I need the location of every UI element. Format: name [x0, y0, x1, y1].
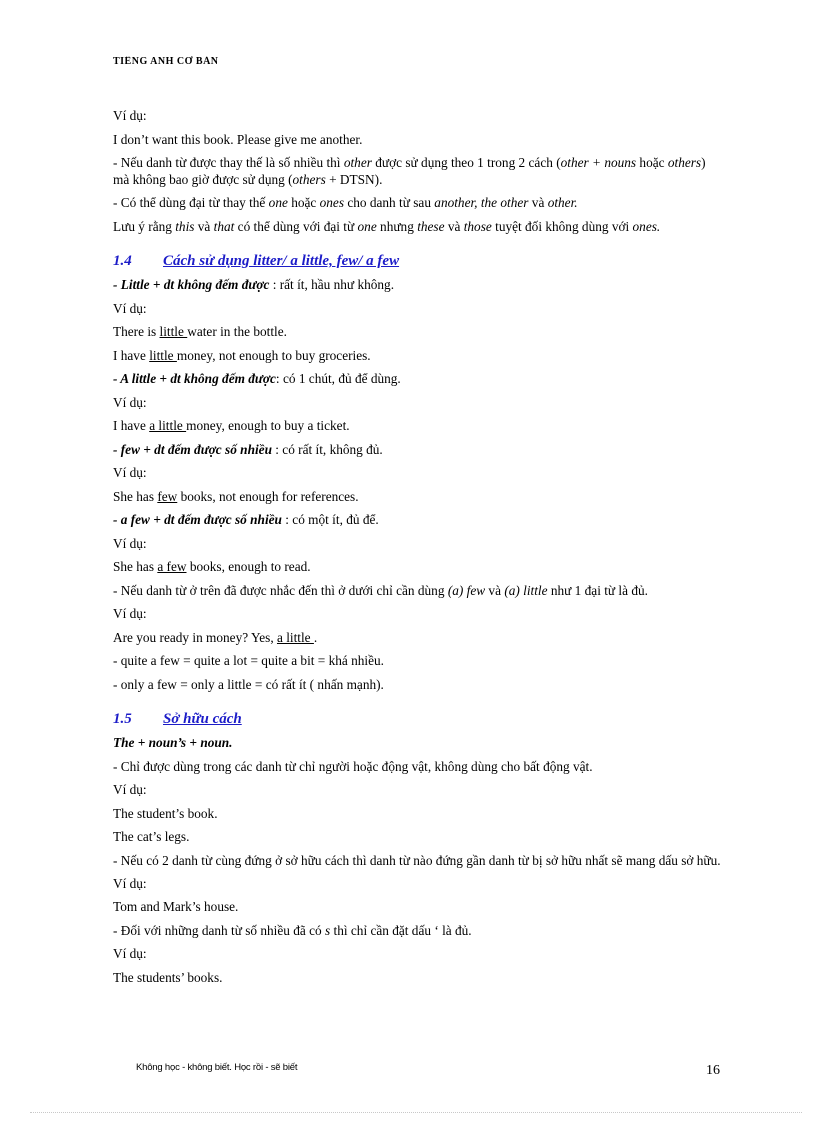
rule-people-animals: - Chỉ được dùng trong các danh từ chỉ người hoặc động vật, không dùng cho bất động vật. [113, 758, 593, 774]
text: (a) little [504, 582, 548, 598]
text: . [313, 629, 318, 645]
rule-two-nouns: - Nếu có 2 danh từ cùng đứng ở sở hữu cách thì danh từ nào đứng gần danh từ bị sở hữu nhất sẽ mang dấu sở hữu. [113, 852, 721, 868]
rule-a-little [113, 367, 725, 391]
text: those [463, 218, 492, 234]
example-sentence [113, 320, 725, 344]
text: one [268, 195, 288, 210]
text: a little [276, 629, 314, 645]
rule-little [113, 273, 725, 297]
section-title-link[interactable]: Sở hữu cách [163, 711, 242, 727]
text: this [175, 218, 195, 234]
text: : rất ít, hầu như không. [269, 277, 395, 292]
possessive-formula: The + noun’s + noun. [113, 735, 233, 750]
text: (a) few [447, 582, 486, 598]
section-heading-1-4 [113, 249, 725, 273]
text: có thể dùng với đại từ [234, 218, 358, 234]
text: that [213, 218, 235, 234]
text: ) mà không bao giờ được sử dụng ( [113, 155, 706, 187]
text: one [357, 218, 377, 234]
example-sentence [113, 414, 725, 438]
text: - A little + dt không đếm được [113, 371, 276, 386]
text: ones. [632, 218, 661, 234]
text: others [667, 155, 702, 170]
text: cho danh từ sau [344, 195, 435, 210]
example-label: Ví dụ: [113, 535, 147, 551]
example-sentence: The student’s book. [113, 805, 218, 821]
footer-motto: Không học - không biết. Học rồi - sẽ biết [136, 1062, 298, 1073]
text: : có rất ít, không đủ. [271, 441, 383, 457]
text: There is [113, 324, 160, 339]
text: books, enough to read. [186, 559, 311, 574]
text: little [149, 347, 177, 363]
rule-only-a-few: - only a few = only a little = có rất ít ( nhấn mạnh). [113, 676, 384, 692]
text: ones [319, 195, 344, 210]
page-bottom-divider [30, 1112, 802, 1113]
text: others [292, 172, 326, 187]
rule-quite-a-few: - quite a few = quite a lot = quite a bit = khá nhiều. [113, 653, 385, 668]
text: và [485, 582, 505, 598]
example-label: Ví dụ: [113, 782, 147, 797]
example-sentence [113, 344, 725, 368]
text: : có một ít, đủ để. [281, 512, 379, 527]
text: được sử dụng theo 1 trong 2 cách ( [371, 155, 561, 170]
example-label: Ví dụ: [113, 606, 147, 621]
section-number: 1.4 [113, 253, 132, 269]
text: I have [113, 418, 150, 433]
rule-a-few [113, 508, 725, 532]
text: other. [547, 195, 578, 210]
example-sentence [113, 555, 725, 579]
example-label: Ví dụ: [113, 394, 147, 410]
note-this-that [113, 215, 725, 239]
text: hoặc [636, 155, 668, 170]
rule-pronoun-use [113, 579, 725, 603]
text: these [417, 218, 445, 234]
text: nhưng [376, 218, 418, 234]
rule-few [113, 438, 725, 462]
text: few [157, 488, 178, 504]
text: - Little + dt không đếm được [113, 277, 270, 292]
example-label: Ví dụ: [113, 875, 147, 891]
text: a little [149, 418, 187, 433]
example-sentence [113, 485, 725, 509]
example-sentence [113, 626, 725, 650]
example-label: Ví dụ: [113, 946, 147, 961]
text: Are you ready in money? Yes, [113, 629, 277, 645]
text: và [528, 195, 548, 210]
text: water in the bottle. [187, 324, 287, 339]
text: little [159, 324, 188, 339]
text: + DTSN). [325, 172, 383, 187]
text: s [325, 922, 331, 938]
text: như 1 đại từ là đủ. [547, 582, 648, 598]
text: other + nouns [560, 155, 637, 170]
text: hoặc [287, 195, 320, 210]
text: - Có thể dùng đại từ thay thế [113, 195, 269, 210]
text: Lưu ý rằng [113, 218, 176, 234]
text: - a few + dt đếm được số nhiều [113, 512, 282, 527]
text: - Nếu danh từ ở trên đã được nhắc đến thì ở dưới chỉ cần dùng [113, 582, 448, 598]
example-label: Ví dụ: [113, 300, 147, 316]
text: - few + dt đếm được số nhiều [113, 441, 272, 457]
example-sentence: I don’t want this book. Please give me another. [113, 131, 363, 147]
text: - Đối với những danh từ số nhiều đã có [113, 922, 326, 938]
page-number: 16 [706, 1063, 720, 1078]
text: She has [113, 559, 158, 574]
text: another, the other [434, 195, 529, 210]
text: và [444, 218, 464, 234]
text: tuyệt đối không dùng với [491, 218, 633, 234]
page-body [113, 104, 725, 989]
example-label: Ví dụ: [113, 465, 147, 480]
example-sentence: Tom and Mark’s house. [113, 899, 239, 914]
text: She has [113, 488, 158, 504]
rule-plural-other [113, 151, 725, 191]
running-header: TIẾNG ANH CƠ BẢN [113, 56, 219, 65]
example-sentence: The cat’s legs. [113, 829, 190, 844]
section-number: 1.5 [113, 711, 132, 727]
text: thì chỉ cần đặt dấu ‘ là đủ. [330, 922, 472, 938]
rule-one-ones [113, 191, 725, 215]
text: và [194, 218, 214, 234]
section-title-link[interactable]: Cách sử dụng litter/ a little, few/ a few [163, 253, 400, 269]
text: a few [157, 559, 187, 574]
example-sentence: The students’ books. [113, 969, 223, 985]
text: other [343, 155, 372, 170]
rule-plural-s [113, 919, 725, 943]
text: I have [113, 347, 150, 363]
text: books, not enough for references. [177, 488, 359, 504]
section-heading-1-5 [113, 707, 725, 731]
text: money, not enough to buy groceries. [176, 347, 371, 363]
example-label: Ví dụ: [113, 108, 147, 123]
text: money, enough to buy a ticket. [186, 418, 350, 433]
text: : có 1 chút, đủ để dùng. [275, 371, 401, 386]
text: - Nếu danh từ được thay thế là số nhiều thì [113, 155, 344, 170]
